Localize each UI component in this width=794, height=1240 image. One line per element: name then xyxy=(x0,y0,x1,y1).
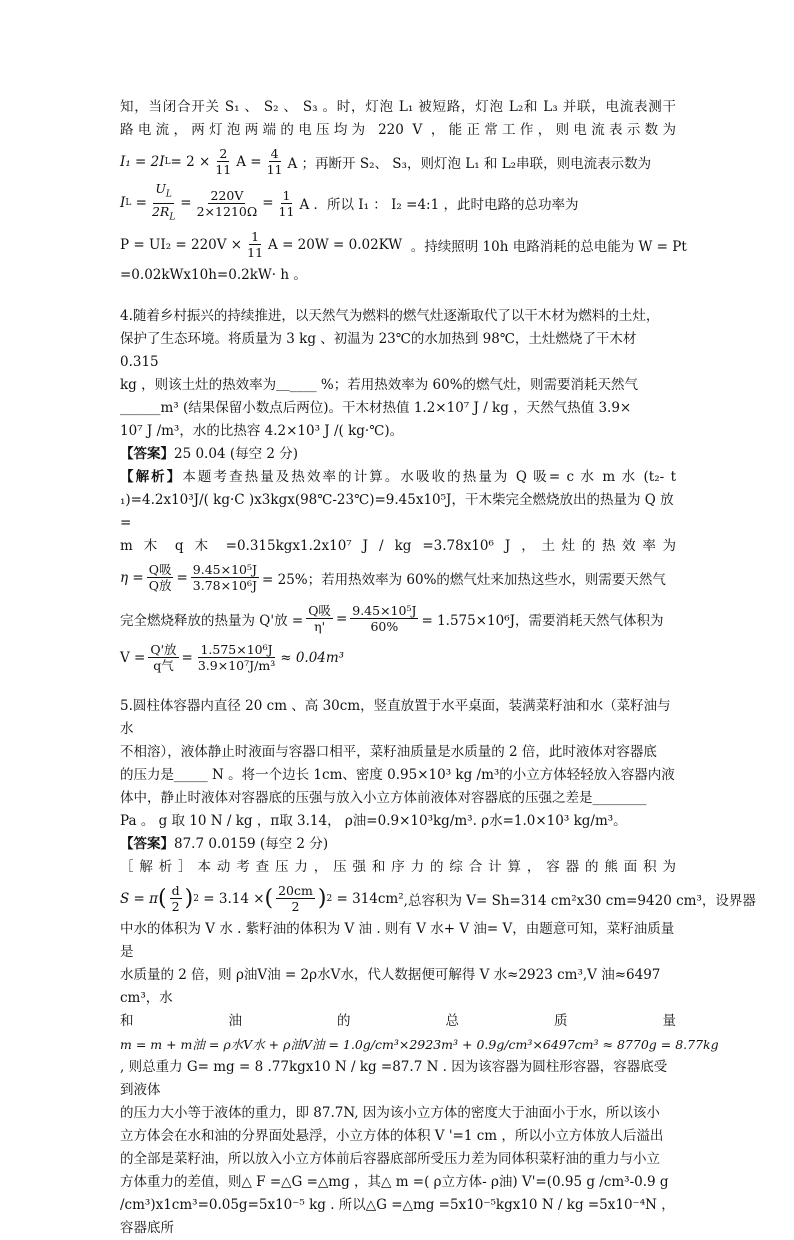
denominator: 2R xyxy=(151,203,170,219)
fraction xyxy=(213,146,233,177)
equation-text: = 1.575×10⁶J，需要消耗天然气体积为 xyxy=(421,612,664,629)
numerator: 2 xyxy=(219,146,228,161)
equation-text: A ；再断开 S₂、 S₃，则灯泡 L₁ 和 L₂串联，则电流表示数为 xyxy=(287,155,652,172)
equation-total-mass: m = m + m油 = ρ水V水 + ρ油V油 = 1.0g/cm³×2923m³ + 0.9g/cm³×6497cm³ ≈ 8770g = 8.77kg xyxy=(120,1037,719,1052)
numerator: 1 xyxy=(282,187,291,203)
equation-text: I xyxy=(120,195,126,211)
question-line: 5.圆柱体容器内直径 20 cm 、高 30cm，竖直放置于水平桌面，装满菜籽油和水（菜籽油与水 xyxy=(120,698,671,737)
denominator: 2×1210Ω xyxy=(196,203,258,219)
equation-area: S = π ( $\frac{d}{2}$ ) 2 = 3.14 × ( $\frac{20cm}{2}$ ) 2 = 314cm² ,总容积为 V= Sh=314 cm²x30 cm=9420 cm³，设界器 xyxy=(120,883,756,914)
analysis-line: 的全部是菜籽油，所以放入小立方体前后容器底部所受压力差为同体积菜籽油的重力与小立 xyxy=(120,1151,660,1167)
question-line: 保护了生态环境。将质量为 3 kg 、初温为 23℃的水加热到 98℃，土灶燃烧了干木材 0.315 xyxy=(120,331,637,370)
equation-text: = 3.14 × xyxy=(203,890,265,907)
equation-text: 完全燃烧释放的热量为 Q'放 = xyxy=(120,612,304,629)
analysis-line: 的压力大小等于液体的重力，即 87.7N, 因为该小立方体的密度大于油面小于水，所以该小 xyxy=(120,1105,660,1121)
denominator: 2 xyxy=(291,899,300,914)
analysis-line: 立方体会在水和油的分界面处悬浮，小立方体的体积 V '=1 cm ，所以小立方体放人后溢出 xyxy=(120,1128,664,1144)
equation-text: A = 20W = 0.02KW xyxy=(268,236,403,253)
text-line: 知，当闭合开关 S₁ 、 S₂ 、 S₃ 。时，灯泡 L₁ 被短路，灯泡 L₂和 L₃ 并联，电流表测干 xyxy=(120,99,676,115)
analysis-line: 方体重力的差值，则△ F =△G =△mg ，其△ m =( ρ立方体- ρ油) V'=(0.95 g /cm³-0.9 g xyxy=(120,1174,669,1190)
answer-label: 【答案】 xyxy=(120,446,174,462)
denominator: 3.78×10⁶J xyxy=(192,578,257,593)
fraction: $\frac{U_L}{2R_L}$ xyxy=(151,181,176,222)
numerator: 9.45×10⁵J xyxy=(192,562,257,577)
analysis-label: ［解析］ xyxy=(120,859,198,875)
text-line: 路电流，两灯泡两端的电压均为 220 V ，能正常工作，则电流表示数为 xyxy=(120,122,676,138)
question-line: 不相溶），液体静止时液面与容器口相平，菜籽油质量是水质量的 2 倍，此时液体对容器底 xyxy=(120,744,657,760)
answer-text: 87.7 0.0159 (每空 2 分) xyxy=(174,836,329,852)
equation-text: = 2 × xyxy=(170,153,211,170)
question-line: ______m³ (结果保留小数点后两位)。干木材热值 1.2×10⁷ J / kg ，天然气热值 3.9× xyxy=(120,400,632,416)
equation-text: ≈ 0.04m³ xyxy=(280,649,345,666)
analysis-line: 和 油 的 总 质 量 xyxy=(120,1013,676,1029)
denominator: Q放 xyxy=(148,578,172,593)
equation-text: η = xyxy=(120,569,144,586)
fraction xyxy=(276,883,315,914)
denominator: 11 xyxy=(247,245,264,260)
equation-current-1: I₁ = 2I L = 2 × $\frac{2}{11}$ A = $\frac{4}{11}$ A ；再断开 S₂、 S₃，则灯泡 L₁ 和 L₂串联，则电流表示数为 xyxy=(120,146,652,177)
denominator: 11 xyxy=(266,162,283,177)
question-line: 10⁷ J /m³，水的比热容 4.2×10³ J /( kg·℃)。 xyxy=(120,423,404,439)
equation-text: A ．所以 I₁ ： I₂ =4:1 ，此时电路的总功率为 xyxy=(299,197,579,213)
answer-line xyxy=(120,833,676,856)
numerator: 4 xyxy=(270,146,279,161)
denominator: 2 xyxy=(171,899,180,914)
fraction xyxy=(170,883,182,914)
numerator: Q'放 xyxy=(150,642,177,657)
fraction xyxy=(195,188,260,219)
numerator: Q吸 xyxy=(148,562,172,577)
analysis-line xyxy=(120,466,676,489)
equation-text: 。持续照明 10h 电路消耗的总电能为 W = Pt xyxy=(410,238,687,255)
fraction xyxy=(196,642,277,673)
page-content xyxy=(120,96,756,1240)
question-line: 4.随着乡村振兴的持续推进，以天然气为燃料的燃气灶逐渐取代了以干木材为燃料的土灶， xyxy=(120,308,660,324)
numerator: 220V xyxy=(210,187,244,203)
analysis-line: , 则总重力 G= mg = 8 .77kgx10 N / kg =87.7 N . 因为该容器为圆柱形容器，容器底受到液体 xyxy=(120,1059,668,1098)
numerator: d xyxy=(171,883,180,898)
analysis-label: 【解析】 xyxy=(120,469,183,485)
analysis-text: 本题考查热量及热效率的计算。水吸收的热量为 Q 吸= c 水 m 水 (t₂- t xyxy=(182,469,677,485)
equation-text: = 25%；若用热效率为 60%的燃气灶来加热这些水，则需要天然气 xyxy=(262,571,666,588)
text-line: =0.02kWx10h=0.2kW· h 。 xyxy=(120,267,307,283)
question-5 xyxy=(120,695,756,1240)
numerator: U xyxy=(155,181,166,196)
analysis-line: 水质量的 2 倍，则 ρ油V油 = 2ρ水V水，代人数据便可解得 V 水≈2923 cm³,V 油≈6497 cm³，水 xyxy=(120,967,661,1006)
numerator: Q吸 xyxy=(308,603,331,618)
fraction xyxy=(265,146,285,177)
analysis-line: ₁)=4.2x10³J/( kg·C )x3kgx(98℃-23℃)=9.45x10⁵J，干木柴完全燃烧放出的热量为 Q 放= xyxy=(120,492,674,531)
analysis-text: 本动考查压力，压强和序力的综合计算，容器的熊面积为 xyxy=(197,859,676,875)
numerator: 1.575×10⁶J xyxy=(200,642,273,657)
question-line: 体中，静止时液体对容器底的压强与放入小立方体前液体对容器底的压强之差是________ xyxy=(120,790,647,806)
numerator: 20cm xyxy=(278,883,313,898)
answer-text: 25 0.04 (每空 2 分) xyxy=(174,446,299,462)
answer-line xyxy=(120,443,676,466)
equation-volume: V = $\frac{\text{Q'放}}{\text{q气}}$ = $\frac{\text{1.575×10⁶J}}{\text{3.9×10⁷J/m³}}$ ≈ 0.04m³ xyxy=(120,642,345,673)
denominator: 11 xyxy=(278,203,295,219)
equation-heat: 完全燃烧释放的热量为 Q'放 = $\frac{\text{Q吸}}{\eta'}$ = $\frac{\text{9.45×10⁵J}}{60\%}$ = 1.575×10⁶J，需要消耗天然气体积为 xyxy=(120,603,664,634)
equation-current-2: I L = $\frac{U_L}{2R_L}$ = $\frac{220V}{2\times 1210\Omega}$ = $\frac{1}{11}$ A ．所以 I₁ ： I₂ =4:1 ，此时电路的总功率为 xyxy=(120,181,676,225)
analysis-line xyxy=(120,856,676,879)
question-line: Pa 。 g 取 10 N / kg ，π取 3.14， ρ油=0.9×10³kg/m³. ρ水=1.0×10³ kg/m³。 xyxy=(120,813,627,829)
denominator: 60% xyxy=(370,619,399,634)
equation-power xyxy=(120,229,687,260)
numerator: 1 xyxy=(251,229,260,244)
equation-text: P = UI₂ = 220V × xyxy=(120,236,243,253)
equation-text: A = xyxy=(236,153,262,170)
question-3-solution xyxy=(120,96,687,287)
fraction xyxy=(277,188,297,219)
question-line: 的压力是_____ N 。将一个边长 1cm、密度 0.95×10³ kg /m³的小立方体轻轻放入容器内液 xyxy=(120,767,675,783)
fraction xyxy=(147,562,174,593)
equation-text: I₁ = 2I xyxy=(120,153,165,170)
fraction xyxy=(245,229,265,260)
denominator: η' xyxy=(314,619,326,634)
denominator: q气 xyxy=(153,658,174,673)
fraction xyxy=(350,603,418,634)
fraction xyxy=(191,562,259,593)
fraction xyxy=(306,603,333,634)
analysis-line: m 木 q 木 =0.315kgx1.2x10⁷ J / kg =3.78x10⁶ J ，土灶的热效率为 xyxy=(120,538,676,554)
denominator: 11 xyxy=(215,162,232,177)
equation-text: V = xyxy=(120,649,146,666)
equation-text: = 314cm² xyxy=(336,890,404,907)
fraction xyxy=(148,642,178,673)
equation-text: S = π xyxy=(120,890,159,907)
equation-efficiency: η = $\frac{\text{Q吸}}{\text{Q放}}$ = $\frac{\text{9.45×10⁵J}}{\text{3.78×10⁶J}}$ = 25%；若用热效率为 60%的燃气灶来加热这些水，则需要天然气 xyxy=(120,562,666,593)
denominator: 3.9×10⁷J/m³ xyxy=(197,658,276,673)
analysis-line: 中水的体积为 V 水 . 紫籽油的体积为 V 油 . 则有 V 水+ V 油= V，由题意可知，菜籽油质量是 xyxy=(120,921,675,960)
equation-text: ,总容积为 V= Sh=314 cm²x30 cm=9420 cm³，设界器 xyxy=(403,892,756,909)
question-4 xyxy=(120,305,676,673)
answer-label: 【答案】 xyxy=(120,836,174,852)
numerator: 9.45×10⁵J xyxy=(352,603,417,618)
question-line: kg ，则该土灶的热效率为＿____ %；若用热效率为 60%的燃气灶，则需要消耗天然气 xyxy=(120,377,639,393)
analysis-line: /cm³)x1cm³=0.05g=5x10⁻⁵ kg . 所以△G =△mg =5x10⁻⁵kgx10 N / kg =5x10⁻⁴N ，容器底所 xyxy=(120,1197,675,1236)
